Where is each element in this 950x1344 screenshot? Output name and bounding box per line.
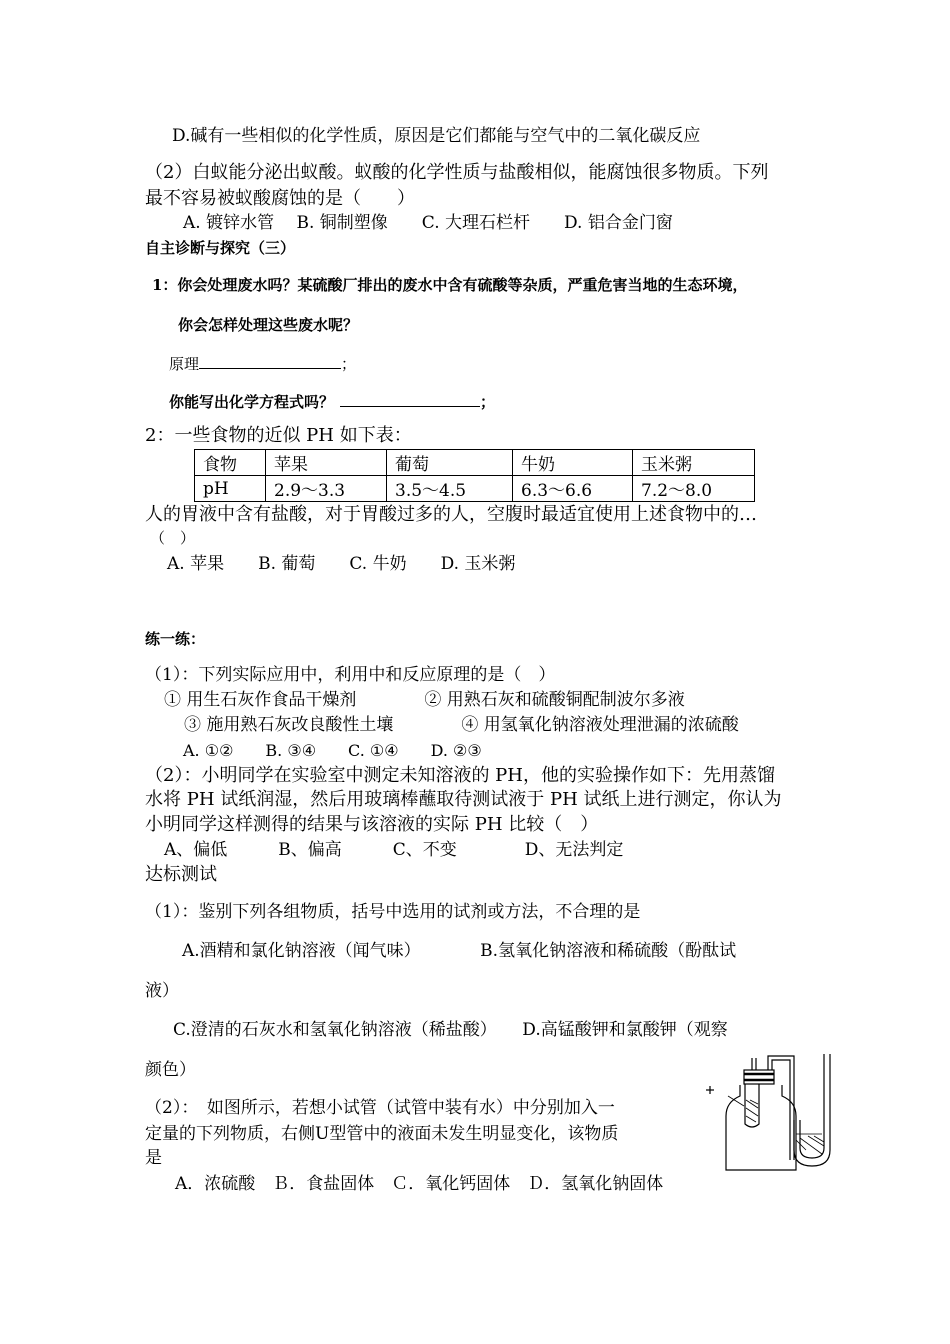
food-ph-table: [194, 449, 755, 502]
practice-q2-line3: 小明同学这样测得的结果与该溶液的实际 PH 比较（ ）: [145, 814, 599, 835]
principle-blank[interactable]: [199, 354, 341, 369]
principle-label: 原理: [169, 355, 200, 373]
stopper: [744, 1070, 774, 1084]
table-row: [195, 450, 755, 476]
q2-options: A. 镀锌水管 B. 铜制塑像 C. 大理石栏杆 D. 铝合金门窗: [183, 213, 673, 233]
practice-q1-items-34: ③ 施用熟石灰改良酸性土壤 ④ 用氢氧化钠溶液处理泄漏的浓硫酸: [184, 715, 739, 735]
table-cell: 7.2～8.0: [633, 476, 755, 502]
practice-q1-options: A. ①② B. ③④ C. ①④ D. ②③: [183, 741, 482, 760]
q2-stem-line2: 最不容易被蚁酸腐蚀的是（ ）: [145, 188, 415, 209]
table-row: [195, 476, 755, 502]
table-cell: 2.9～3.3: [266, 476, 387, 502]
table-cell: 苹果: [266, 450, 387, 476]
equation-line: [169, 392, 495, 410]
q1-stem-line1: 1：你会处理废水吗？某硫酸厂排出的废水中含有硫酸等杂质，严重危害当地的生态环境，: [152, 276, 748, 294]
equation-end: ；: [480, 393, 496, 411]
test-q1-stem: （1）：鉴别下列各组物质，括号中选用的试剂或方法，不合理的是: [145, 902, 641, 922]
q2-question-line1: 人的胃液中含有盐酸，对于胃酸过多的人，空腹时最适宜使用上述食物中的…: [145, 504, 757, 525]
q2-question-options: A. 苹果 B. 葡萄 C. 牛奶 D. 玉米粥: [167, 554, 516, 574]
principle-line: [169, 354, 356, 372]
test-q2-line2: 定量的下列物质，右侧U型管中的液面未发生明显变化，该物质: [145, 1124, 619, 1144]
table-cell: pH: [195, 476, 266, 502]
practice-q1-stem: （1）：下列实际应用中，利用中和反应原理的是（ ）: [145, 665, 556, 685]
principle-end: ；: [341, 355, 357, 373]
table-cell: 食物: [195, 450, 266, 476]
table-cell: 玉米粥: [633, 450, 755, 476]
q2-question-line2: （ ）: [150, 529, 196, 547]
test-q2-line1: （2）： 如图所示，若想小试管（试管中装有水）中分别加入一: [145, 1098, 615, 1118]
option-d-text: D.碱有一些相似的化学性质，原因是它们都能与空气中的二氧化碳反应: [172, 126, 701, 146]
practice-q2-line2: 水将 PH 试纸润湿，然后用玻璃棒蘸取待测试液于 PH 试纸上进行测定，你认为: [145, 789, 782, 810]
equation-label: 你能写出化学方程式吗？: [169, 393, 335, 411]
table-cell: 3.5～4.5: [387, 476, 513, 502]
table-cell: 牛奶: [513, 450, 633, 476]
equation-blank[interactable]: [340, 392, 480, 407]
test-tube: [745, 1084, 759, 1127]
apparatus-figure: [700, 1050, 840, 1172]
section-title: 自主诊断与探究（三）: [145, 239, 296, 257]
q2-intro: 2：一些食物的近似 PH 如下表：: [145, 425, 412, 446]
q2-stem-line1: （2）白蚁能分泌出蚁酸。蚁酸的化学性质与盐酸相似，能腐蚀很多物质。下列: [145, 162, 769, 183]
practice-q1-items-12: ① 用生石灰作食品干燥剂 ② 用熟石灰和硫酸铜配制波尔多液: [164, 690, 685, 710]
table-cell: 6.3～6.6: [513, 476, 633, 502]
test-q1-options-cd-cont: 颜色）: [145, 1060, 196, 1080]
test-q1-options-ab: A.酒精和氯化钠溶液（闻气味） B.氢氧化钠溶液和稀硫酸（酚酞试: [182, 941, 737, 961]
q1-stem-line2: 你会怎样处理这些废水呢？: [178, 316, 359, 334]
test-q2-options: A．浓硫酸 Ｂ．食盐固体 Ｃ．氧化钙固体 Ｄ．氢氧化钠固体: [175, 1174, 664, 1194]
practice-title: 练一练：: [145, 630, 206, 648]
table-cell: 葡萄: [387, 450, 513, 476]
practice-q2-options: A、偏低 B、偏高 C、不变 D、无法判定: [164, 840, 624, 860]
test-title: 达标测试: [145, 864, 217, 885]
test-q1-options-ab-cont: 液）: [145, 981, 179, 1001]
practice-q2-line1: （2）：小明同学在实验室中测定未知溶液的 PH，他的实验操作如下：先用蒸馏: [145, 765, 775, 786]
test-q1-options-cd: C.澄清的石灰水和氢氧化钠溶液（稀盐酸） D.高锰酸钾和氯酸钾（观察: [173, 1020, 728, 1040]
test-q2-line3: 是: [145, 1148, 162, 1168]
flask-body: [726, 1085, 796, 1170]
